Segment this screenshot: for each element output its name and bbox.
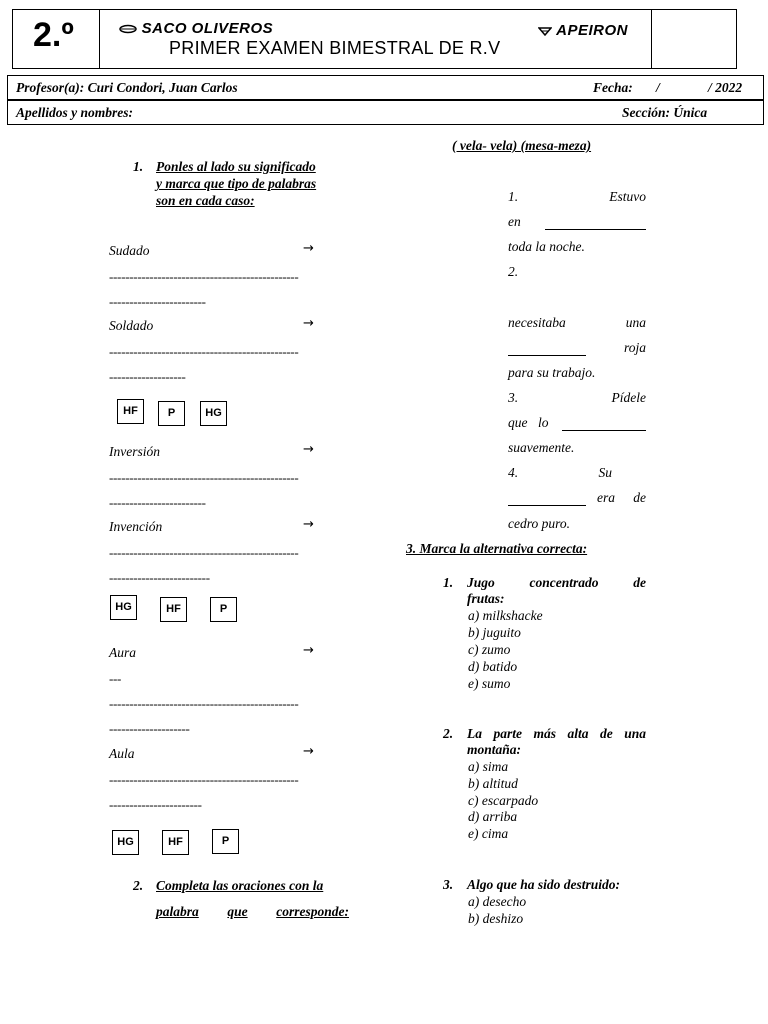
- word-item: Aula: [109, 746, 135, 761]
- sentence-text: toda la noche.: [508, 239, 585, 254]
- type-box[interactable]: P: [212, 829, 239, 854]
- q2-word: corresponde:: [276, 904, 349, 919]
- type-box[interactable]: P: [158, 401, 185, 426]
- date-year: / 2022: [708, 80, 743, 95]
- sentence-text: era: [597, 490, 615, 505]
- type-box[interactable]: HG: [112, 830, 139, 855]
- date-label: Fecha:: [593, 80, 633, 95]
- answer-line: -----------------------------------------------: [109, 545, 299, 560]
- option[interactable]: d) arriba: [468, 809, 518, 824]
- sentence-2: [508, 315, 646, 331]
- answer-line: -----------------------------------------------: [109, 772, 299, 787]
- type-box[interactable]: HF: [162, 830, 189, 855]
- teacher-row: [7, 75, 764, 100]
- emblem-icon: [538, 26, 552, 36]
- answer-blank[interactable]: [508, 505, 586, 506]
- answer-line: --------------------: [109, 721, 190, 736]
- teacher-label: Profesor(a): Curi Condori, Juan Carlos: [16, 80, 238, 95]
- option[interactable]: c) escarpado: [468, 793, 539, 808]
- school-logo-left: [119, 20, 273, 37]
- word-item: Invención: [109, 519, 163, 534]
- type-box[interactable]: HF: [160, 597, 187, 622]
- sentence-text: para su trabajo.: [508, 365, 596, 380]
- option[interactable]: b) deshizo: [468, 911, 524, 926]
- sentence-1: [508, 189, 646, 205]
- exam-header: [12, 9, 737, 69]
- arrow-icon: →: [303, 643, 314, 658]
- answer-line: -------------------: [109, 369, 186, 384]
- name-label: Apellidos y nombres:: [16, 105, 133, 120]
- option[interactable]: c) zumo: [468, 642, 511, 657]
- sentence-text: que: [508, 415, 528, 430]
- q1-line1: Ponles al lado su significado: [156, 159, 316, 174]
- q3-item-number: 3.: [443, 877, 454, 892]
- stem-word: de: [599, 726, 613, 741]
- type-box[interactable]: P: [210, 597, 237, 622]
- q1-number: 1.: [133, 159, 144, 174]
- sentence-3-blank-line: [508, 415, 646, 431]
- stem-word: Algo que ha sido destruido:: [467, 877, 621, 892]
- brand-left-text: SACO OLIVEROS: [141, 20, 274, 37]
- sentence-text: lo: [538, 415, 549, 430]
- student-row: [7, 100, 764, 125]
- q2-line2: [156, 904, 349, 920]
- q2-word-options: ( vela- vela) (mesa-meza): [452, 138, 592, 153]
- answer-line: -----------------------------------------------: [109, 696, 299, 711]
- sentence-3: [508, 390, 646, 406]
- sentence-4: [508, 465, 646, 481]
- sentence-text: suavemente.: [508, 440, 575, 455]
- score-cell: [651, 10, 738, 68]
- stem-word: concentrado: [529, 575, 599, 590]
- grade-cell: [13, 10, 100, 68]
- option[interactable]: e) sumo: [468, 676, 511, 691]
- sentence-text: una: [625, 315, 646, 330]
- sentence-text: de: [633, 490, 646, 505]
- word-item: Aura: [109, 645, 136, 660]
- arrow-icon: →: [303, 241, 314, 256]
- stem-word: Jugo: [467, 575, 495, 590]
- option[interactable]: a) desecho: [468, 894, 527, 909]
- q1-line3: son en cada caso:: [156, 193, 255, 208]
- type-box[interactable]: HG: [200, 401, 227, 426]
- answer-line: -------------------------: [109, 570, 210, 585]
- answer-blank[interactable]: [562, 430, 646, 431]
- answer-line: ---: [109, 671, 122, 686]
- date-day-slash: /: [656, 80, 660, 95]
- answer-line: -----------------------------------------------: [109, 470, 299, 485]
- sentence-text: Estuvo: [609, 189, 646, 204]
- answer-blank[interactable]: [545, 229, 646, 230]
- q2-word: que: [227, 904, 248, 919]
- answer-line: -----------------------: [109, 797, 202, 812]
- arrow-icon: →: [303, 316, 314, 331]
- stem-word: más: [533, 726, 556, 741]
- stem-word: La: [467, 726, 482, 741]
- sentence-text: necesitaba: [508, 315, 566, 330]
- option[interactable]: a) milkshacke: [468, 608, 543, 623]
- sentence-2-number: 2.: [508, 264, 519, 279]
- option[interactable]: d) batido: [468, 659, 518, 674]
- word-item: Soldado: [109, 318, 154, 333]
- school-logo-right: [538, 22, 628, 39]
- sentence-text: en: [508, 214, 521, 229]
- type-box[interactable]: HF: [117, 399, 144, 424]
- stem-word: alta: [567, 726, 589, 741]
- type-box[interactable]: HG: [110, 595, 137, 620]
- q3-item-number: 2.: [443, 726, 454, 741]
- stem-word: de: [633, 575, 646, 590]
- sentence-text: Pídele: [611, 390, 646, 405]
- q3-item-2-stem: [467, 726, 646, 742]
- q3-item-1-stem: [467, 575, 646, 591]
- answer-blank[interactable]: [508, 355, 586, 356]
- q3-heading: 3. Marca la alternativa correcta:: [406, 541, 588, 556]
- stem-word: montaña:: [467, 742, 522, 757]
- exam-title: PRIMER EXAMEN BIMESTRAL DE R.V: [169, 38, 501, 58]
- stem-word: frutas:: [467, 591, 505, 606]
- option[interactable]: b) juguito: [468, 625, 521, 640]
- stem-word: parte: [493, 726, 522, 741]
- stem-word: una: [624, 726, 646, 741]
- sentence-text: 3.: [508, 390, 519, 405]
- pen-icon: [119, 24, 137, 34]
- brand-right-text: APEIRON: [556, 22, 628, 39]
- q2-number: 2.: [133, 878, 144, 893]
- word-item: Inversión: [109, 444, 160, 459]
- option[interactable]: a) sima: [468, 759, 509, 774]
- q3-item-number: 1.: [443, 575, 454, 590]
- q1-line2: y marca que tipo de palabras: [156, 176, 317, 191]
- q2-word: palabra: [156, 904, 199, 919]
- word-item: Sudado: [109, 243, 150, 258]
- section-label: Sección: Única: [622, 105, 708, 120]
- sentence-text: 4.: [508, 465, 519, 480]
- sentence-text: 1.: [508, 189, 519, 204]
- answer-line: ------------------------: [109, 294, 206, 309]
- sentence-text: roja: [623, 340, 646, 355]
- arrow-icon: →: [303, 744, 314, 759]
- answer-line: ------------------------: [109, 495, 206, 510]
- option[interactable]: b) altitud: [468, 776, 518, 791]
- grade-label: 2.º: [33, 16, 74, 54]
- arrow-icon: →: [303, 517, 314, 532]
- sentence-1-blank-line: [508, 214, 646, 230]
- answer-line: -----------------------------------------------: [109, 344, 299, 359]
- sentence-text: cedro puro.: [508, 516, 570, 531]
- sentence-text: Su: [598, 465, 612, 480]
- answer-line: -----------------------------------------------: [109, 269, 299, 284]
- option[interactable]: e) cima: [468, 826, 509, 841]
- q2-line1: Completa las oraciones con la: [156, 878, 324, 893]
- arrow-icon: →: [303, 442, 314, 457]
